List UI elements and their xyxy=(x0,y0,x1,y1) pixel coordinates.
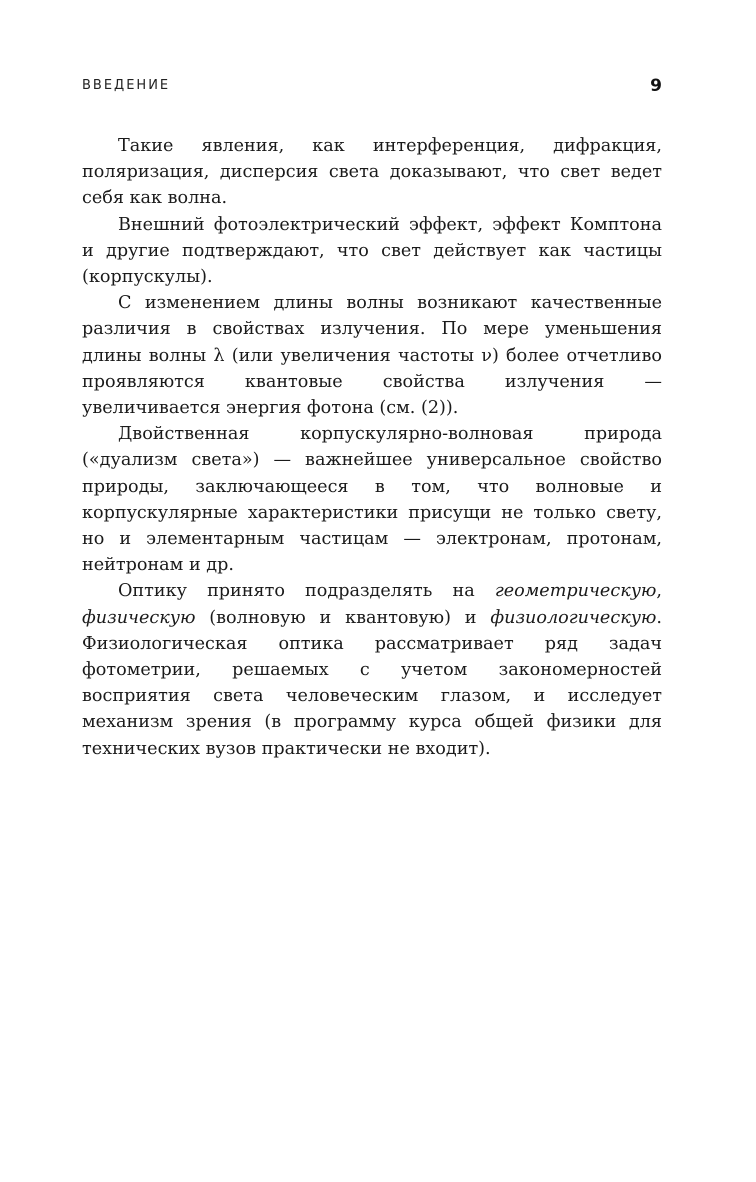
paragraph-duality: Двойственная корпускулярно-волновая природа («дуализм света») — важнейшее универсальное свойство природы, заключающееся в том, что волновые и корпускулярные характеристики присущи не только свету, но и элементарным частицам — электронам, протонам, нейтронам и др. xyxy=(82,424,662,576)
paragraph-wavelength: С изменением длины волны возникают качественные различия в свойствах излучения. По мере уменьшения длины волны λ (или увеличения частоты ν) более отчетливо проявляются квантовые свойства излучения — увеличивается энергия фотона (см. (2)). xyxy=(82,293,662,419)
page-number: 9 xyxy=(650,76,662,96)
paragraph-wave-phenomena: Такие явления, как интерференция, дифракция, поляризация, дисперсия света доказывают, что свет ведет себя как волна. xyxy=(82,136,662,209)
running-head: ВВЕДЕНИЕ xyxy=(82,78,171,93)
text-fragment: . Физиологическая оптика рассматривает ряд задач фотометрии, решаемых с учетом закономерностей восприятия света человеческим глазом, и исследует механизм зрения (в программу курса общей физики для технических вузов практически не входит). xyxy=(82,607,662,759)
paragraph-optics-branches xyxy=(82,578,662,761)
paragraph-particle-phenomena: Внешний фотоэлектрический эффект, эффект Комптона и другие подтверждают, что свет действует как частицы (корпускулы). xyxy=(82,214,662,288)
page-header xyxy=(82,76,662,100)
term-physical: физическую xyxy=(82,607,196,628)
text-fragment: Оптику принято подразделять на xyxy=(118,581,495,602)
text-fragment: (волновую и квантовую) и xyxy=(195,607,491,628)
body-text xyxy=(82,133,662,762)
text-fragment: , xyxy=(656,581,662,602)
term-physiological: физиологическую xyxy=(490,607,657,628)
term-geometric: геометрическую xyxy=(494,581,657,602)
